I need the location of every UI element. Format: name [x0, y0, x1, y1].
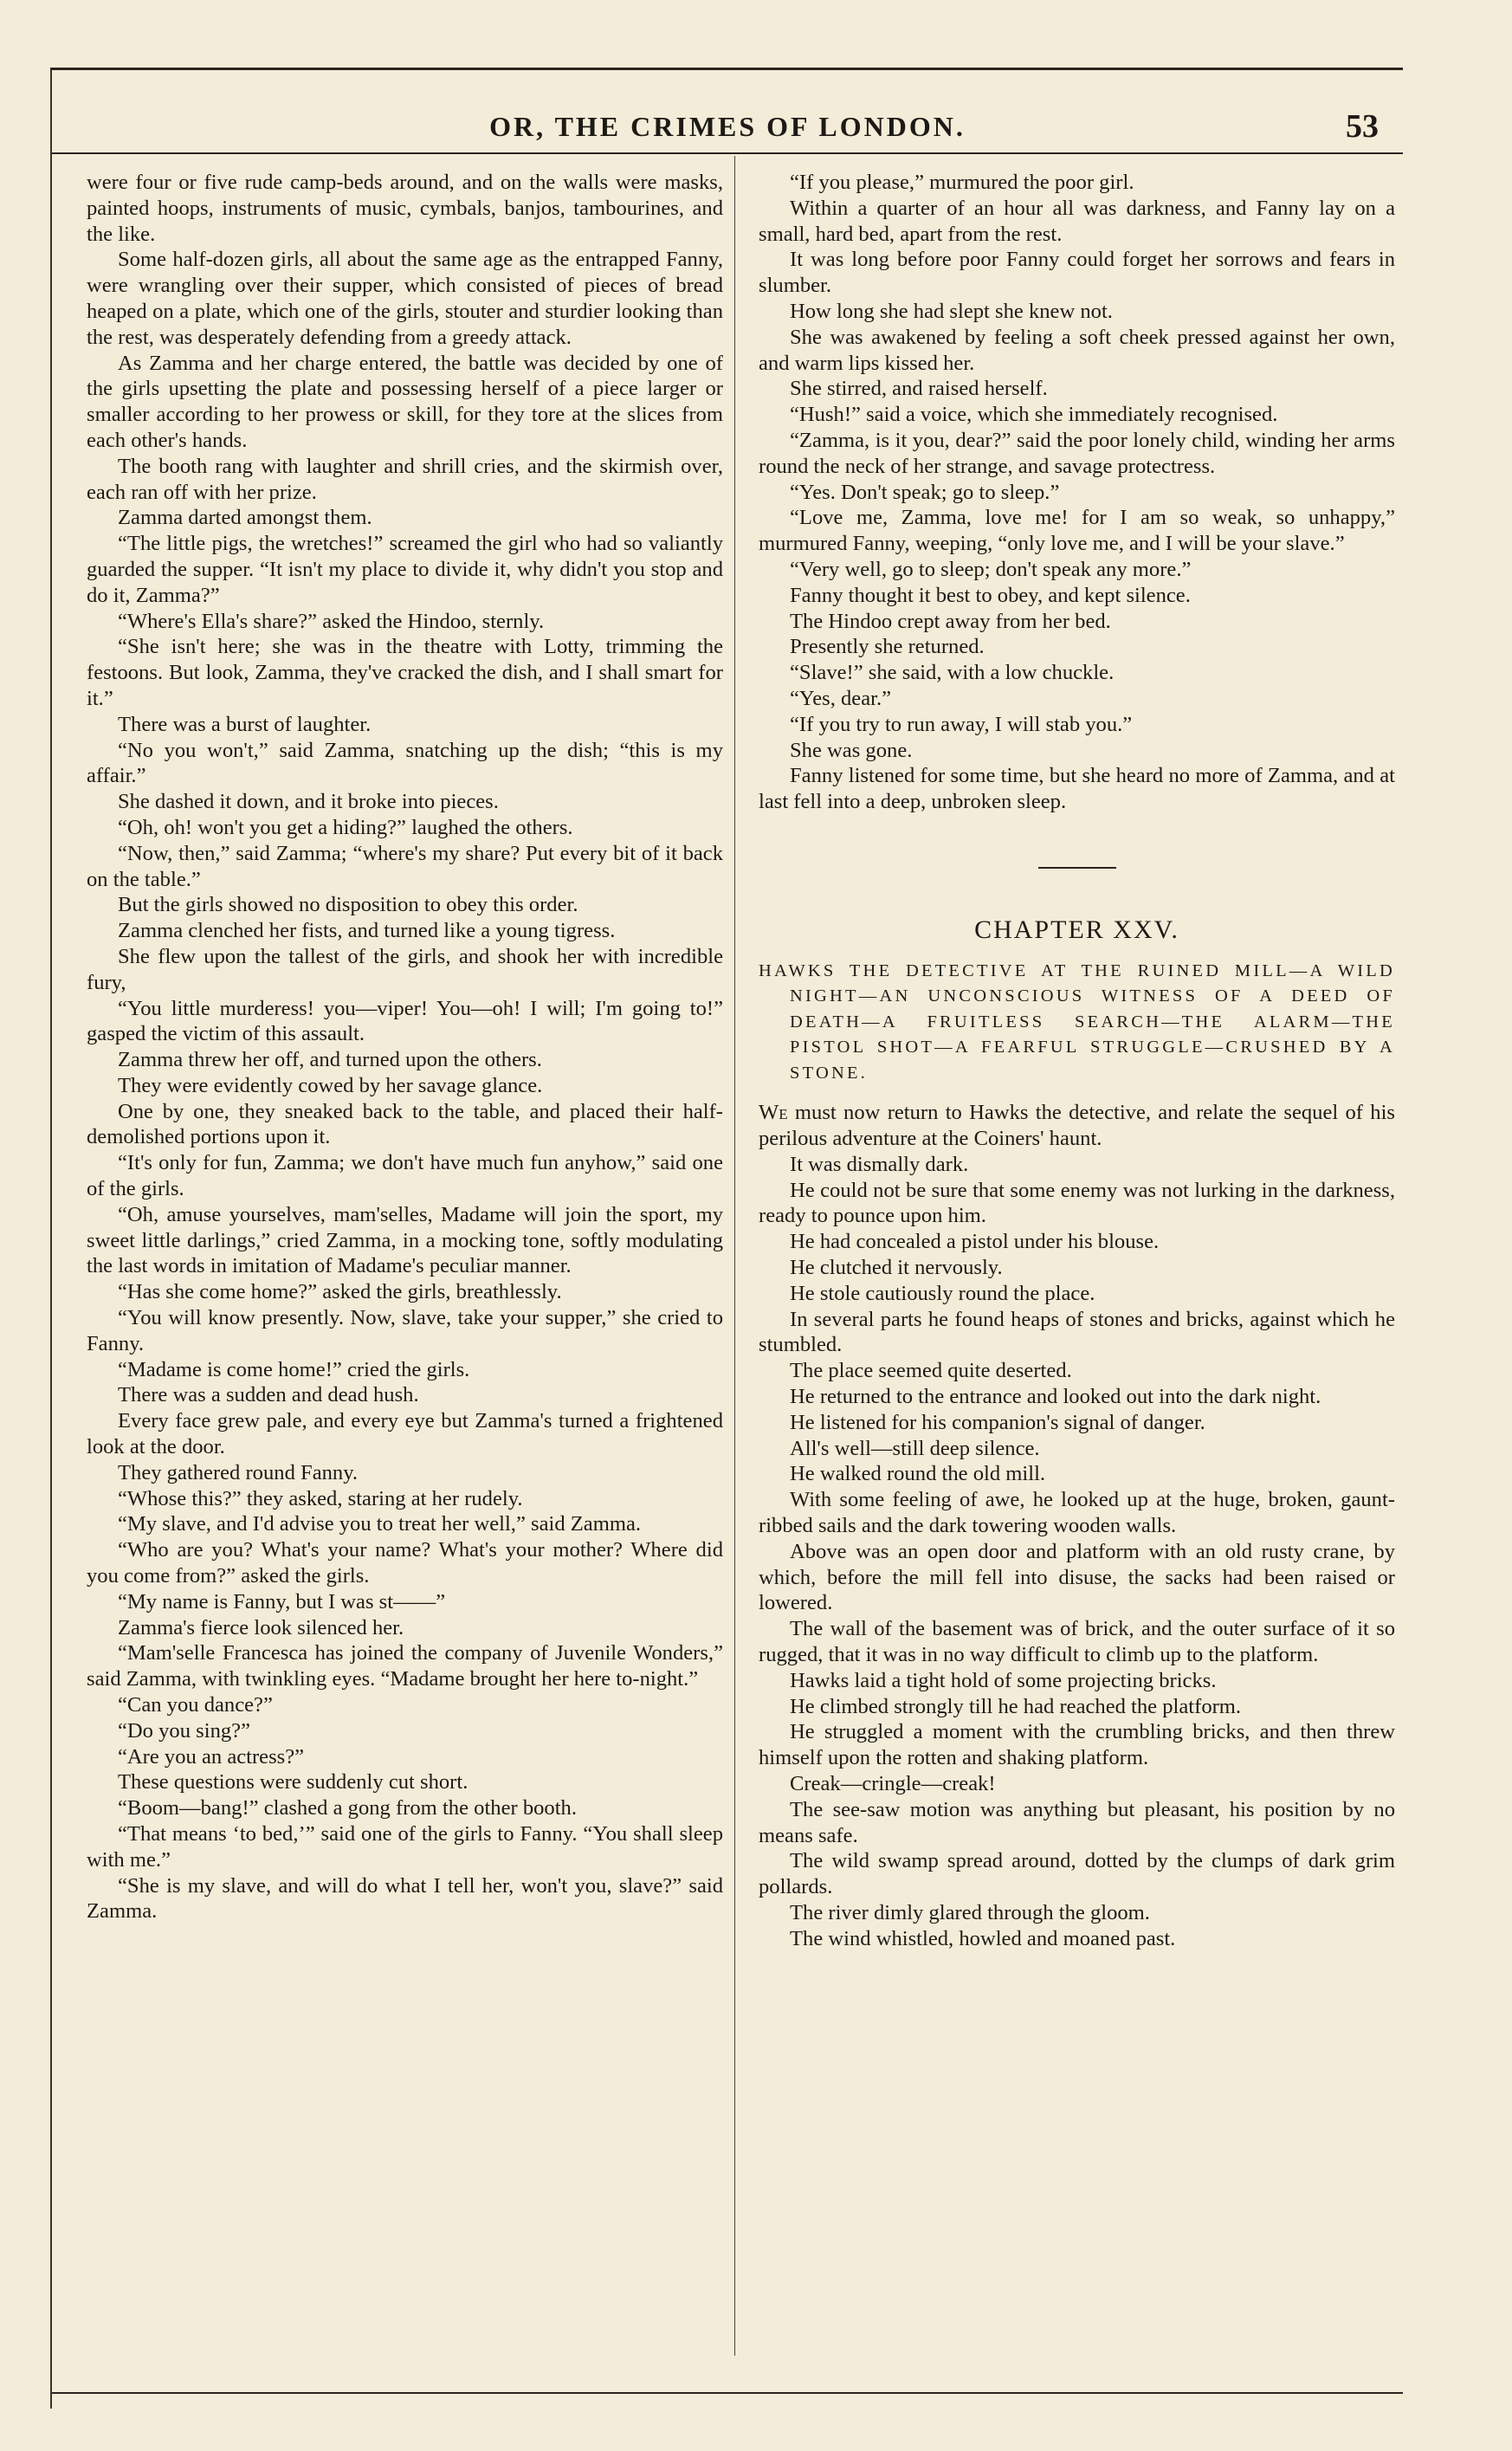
header-rule	[52, 152, 1403, 154]
paragraph: He clutched it nervously.	[790, 1256, 1003, 1279]
chapter-summary: HAWKS THE DETECTIVE AT THE RUINED MILL—A WILD NIGHT—AN UNCONSCIOUS WITNESS OF A DEED OF DEATH—A FRUITLESS SEARCH—THE ALARM—THE PISTOL SHOT—A FEARFUL STRUGGLE—CRUSHED BY A STONE.	[759, 960, 1395, 1083]
paragraph: She was awakened by feeling a soft cheek pressed against her own, and warm lips kissed her.	[759, 325, 1395, 375]
paragraph: “Yes, dear.”	[790, 686, 892, 710]
paragraph: Zamma threw her off, and turned upon the others.	[118, 1048, 542, 1072]
paragraph: The wind whistled, howled and moaned past.	[790, 1926, 1176, 1950]
paragraph: It was dismally dark.	[790, 1152, 969, 1176]
paragraph: He listened for his companion's signal of danger.	[790, 1410, 1205, 1434]
chapter-opening-paragraph	[759, 1100, 1395, 1152]
paragraph: The place seemed quite deserted.	[790, 1359, 1072, 1383]
paragraph: Above was an open door and platform with an old rusty crane, by which, before the mill fell into disuse, the sacks had been raised or lowered.	[759, 1539, 1395, 1615]
section-rule	[1038, 867, 1116, 869]
chapter-title: CHAPTER XXV.	[974, 915, 1179, 944]
paragraph: He stole cautiously round the place.	[790, 1281, 1095, 1305]
paragraph: “Very well, go to sleep; don't speak any more.”	[790, 557, 1192, 581]
paragraph: “No you won't,” said Zamma, snatching up the dish; “this is my affair.”	[87, 738, 723, 788]
paragraph: “Now, then,” said Zamma; “where's my share? Put every bit of it back on the table.”	[87, 841, 723, 891]
paragraph: One by one, they sneaked back to the table, and placed their half-demolished portions upon it.	[87, 1099, 723, 1149]
opening-word: We	[759, 1101, 788, 1125]
paragraph: “Oh, amuse yourselves, mam'selles, Madame will join the sport, my sweet little darlings,” cried Zamma, in a mocking tone, softly modulating the last words in imitation of Madame's peculiar manner.	[87, 1202, 723, 1278]
paragraph: “It's only for fun, Zamma; we don't have much fun anyhow,” said one of the girls.	[87, 1151, 723, 1201]
paragraph: “Who are you? What's your name? What's your mother? Where did you come from?” asked the girls.	[87, 1538, 723, 1588]
paragraph: There was a burst of laughter.	[118, 712, 372, 736]
paragraph: “The little pigs, the wretches!” screamed the girl who had so valiantly guarded the supper. “It isn't my place to divide it, why didn't you stop and do it, Zamma?”	[87, 532, 723, 607]
running-title: OR, THE CRIMES OF LONDON.	[489, 111, 966, 142]
paragraph: How long she had slept she knew not.	[790, 299, 1113, 323]
paragraph: “If you try to run away, I will stab you.”	[790, 712, 1133, 736]
paragraph: The Hindoo crept away from her bed.	[790, 609, 1111, 633]
opening-text: must now return to Hawks the detective, and relate the sequel of his perilous adventure at the Coiners' haunt.	[759, 1101, 1395, 1151]
paragraph: “Oh, oh! won't you get a hiding?” laughed the others.	[118, 815, 573, 839]
paragraph: Zamma clenched her fists, and turned like a young tigress.	[118, 919, 616, 943]
paragraph: “If you please,” murmured the poor girl.	[790, 171, 1134, 194]
paragraph: There was a sudden and dead hush.	[118, 1383, 419, 1407]
paragraph: “She isn't here; she was in the theatre with Lotty, trimming the festoons. But look, Zamma, they've cracked the dish, and I shall smart for it.”	[87, 635, 723, 710]
paragraph: But the girls showed no disposition to obey this order.	[118, 893, 578, 917]
paragraph: With some feeling of awe, he looked up at the huge, broken, gaunt-ribbed sails and the dark towering wooden walls.	[759, 1488, 1395, 1537]
paragraph: He could not be sure that some enemy was not lurking in the darkness, ready to pounce upon him.	[759, 1178, 1395, 1228]
paragraph: She dashed it down, and it broke into pieces.	[118, 790, 499, 814]
paragraph: “Whose this?” they asked, staring at her rudely.	[118, 1486, 523, 1510]
paragraph: They were evidently cowed by her savage glance.	[118, 1073, 543, 1097]
page-header	[52, 102, 1403, 151]
paragraph: As Zamma and her charge entered, the battle was decided by one of the girls upsetting the plate and possessing herself of a piece larger or smaller according to her prowess or skill, for they tore at the slices from each other's hands.	[87, 351, 723, 452]
paragraph: The river dimly glared through the gloom.	[790, 1900, 1150, 1924]
paragraph: “Yes. Don't speak; go to sleep.”	[790, 480, 1060, 504]
paragraph: The booth rang with laughter and shrill cries, and the skirmish over, each ran off with her prize.	[87, 454, 723, 504]
paragraph: “She is my slave, and will do what I tell her, won't you, slave?” said Zamma.	[87, 1873, 723, 1924]
paragraph: They gathered round Fanny.	[118, 1460, 359, 1484]
paragraph: He climbed strongly till he had reached the platform.	[790, 1694, 1242, 1718]
paragraph: These questions were suddenly cut short.	[118, 1770, 468, 1795]
paragraph: Creak—cringle—creak!	[790, 1771, 996, 1795]
paragraph: “Madame is come home!” cried the girls.	[118, 1357, 470, 1381]
paragraph: “Hush!” said a voice, which she immediately recognised.	[790, 403, 1278, 427]
paragraph: He had concealed a pistol under his blouse.	[790, 1230, 1160, 1254]
paragraph: She stirred, and raised herself.	[790, 377, 1048, 401]
right-column	[759, 170, 1395, 1952]
paragraph: “You little murderess! you—viper! You—oh! I will; I'm going to!” gasped the victim of this assault.	[87, 996, 723, 1046]
column-divider	[734, 156, 735, 2356]
paragraph: Every face grew pale, and every eye but Zamma's turned a frightened look at the door.	[87, 1409, 723, 1459]
paragraph: She flew upon the tallest of the girls, and shook her with incredible fury,	[87, 944, 723, 994]
paragraph: He struggled a moment with the crumbling bricks, and then threw himself upon the rotten and shaking platform.	[759, 1720, 1395, 1770]
paragraph: In several parts he found heaps of stones and bricks, against which he stumbled.	[759, 1307, 1395, 1357]
paragraph: He walked round the old mill.	[790, 1462, 1046, 1486]
paragraph: Zamma's fierce look silenced her.	[118, 1615, 404, 1639]
right-column-bottom	[759, 1152, 1395, 1952]
left-column	[87, 170, 723, 1924]
paragraph: “Do you sing?”	[118, 1718, 250, 1743]
paragraph: Within a quarter of an hour all was darkness, and Fanny lay on a small, hard bed, apart from the rest.	[759, 196, 1395, 246]
paragraph: “Are you an actress?”	[118, 1744, 305, 1769]
paragraph: Hawks laid a tight hold of some projecting bricks.	[790, 1668, 1217, 1692]
right-column-top	[759, 170, 1395, 815]
paragraph: “My name is Fanny, but I was st——”	[118, 1589, 446, 1614]
paragraph: “My slave, and I'd advise you to treat her well,” said Zamma.	[118, 1512, 642, 1536]
bottom-rule	[52, 2392, 1403, 2394]
paragraph: Fanny listened for some time, but she heard no more of Zamma, and at last fell into a deep, unbroken sleep.	[759, 764, 1395, 814]
paragraph: The wall of the basement was of brick, and the outer surface of it so rugged, that it was in no way difficult to climb up to the platform.	[759, 1617, 1395, 1666]
page-number: 53	[1346, 108, 1379, 145]
paragraph: She was gone.	[790, 738, 913, 762]
paragraph: “Has she come home?” asked the girls, breathlessly.	[118, 1280, 562, 1304]
paragraph: “You will know presently. Now, slave, take your supper,” she cried to Fanny.	[87, 1306, 723, 1355]
paragraph: Some half-dozen girls, all about the same age as the entrapped Fanny, were wrangling over their supper, which consisted of pieces of bread heaped on a plate, which one of the girls, stouter and sturdier looking than the rest, was desperately defending from a greedy attack.	[87, 248, 723, 349]
paragraph: All's well—still deep silence.	[790, 1436, 1040, 1460]
paragraph: “Love me, Zamma, love me! for I am so weak, so unhappy,” murmured Fanny, weeping, “only love me, and I will be your slave.”	[759, 506, 1395, 556]
paragraph: were four or five rude camp-beds around, and on the walls were masks, painted hoops, instruments of music, cymbals, banjos, tambourines, and the like.	[87, 171, 723, 246]
paragraph: He returned to the entrance and looked out into the dark night.	[790, 1384, 1321, 1408]
paragraph: Presently she returned.	[790, 635, 985, 659]
paragraph: Zamma darted amongst them.	[118, 506, 372, 530]
paragraph: “Mam'selle Francesca has joined the company of Juvenile Wonders,” said Zamma, with twinkling eyes. “Madame brought her here to-night.”	[87, 1641, 723, 1691]
paragraph: “Zamma, is it you, dear?” said the poor lonely child, winding her arms round the neck of her strange, and savage protectress.	[759, 428, 1395, 478]
paragraph: “That means ‘to bed,’” said one of the girls to Fanny. “You shall sleep with me.”	[87, 1822, 723, 1872]
paragraph: “Slave!” she said, with a low chuckle.	[790, 661, 1115, 685]
paragraph: The wild swamp spread around, dotted by the clumps of dark grim pollards.	[759, 1849, 1395, 1899]
paragraph: It was long before poor Fanny could forget her sorrows and fears in slumber.	[759, 248, 1395, 298]
paragraph: “Where's Ella's share?” asked the Hindoo, sternly.	[118, 609, 545, 633]
paragraph: The see-saw motion was anything but pleasant, his position by no means safe.	[759, 1797, 1395, 1847]
paragraph: “Can you dance?”	[118, 1693, 273, 1717]
paragraph: “Boom—bang!” clashed a gong from the other booth.	[118, 1796, 577, 1820]
paragraph: Fanny thought it best to obey, and kept silence.	[790, 583, 1191, 607]
